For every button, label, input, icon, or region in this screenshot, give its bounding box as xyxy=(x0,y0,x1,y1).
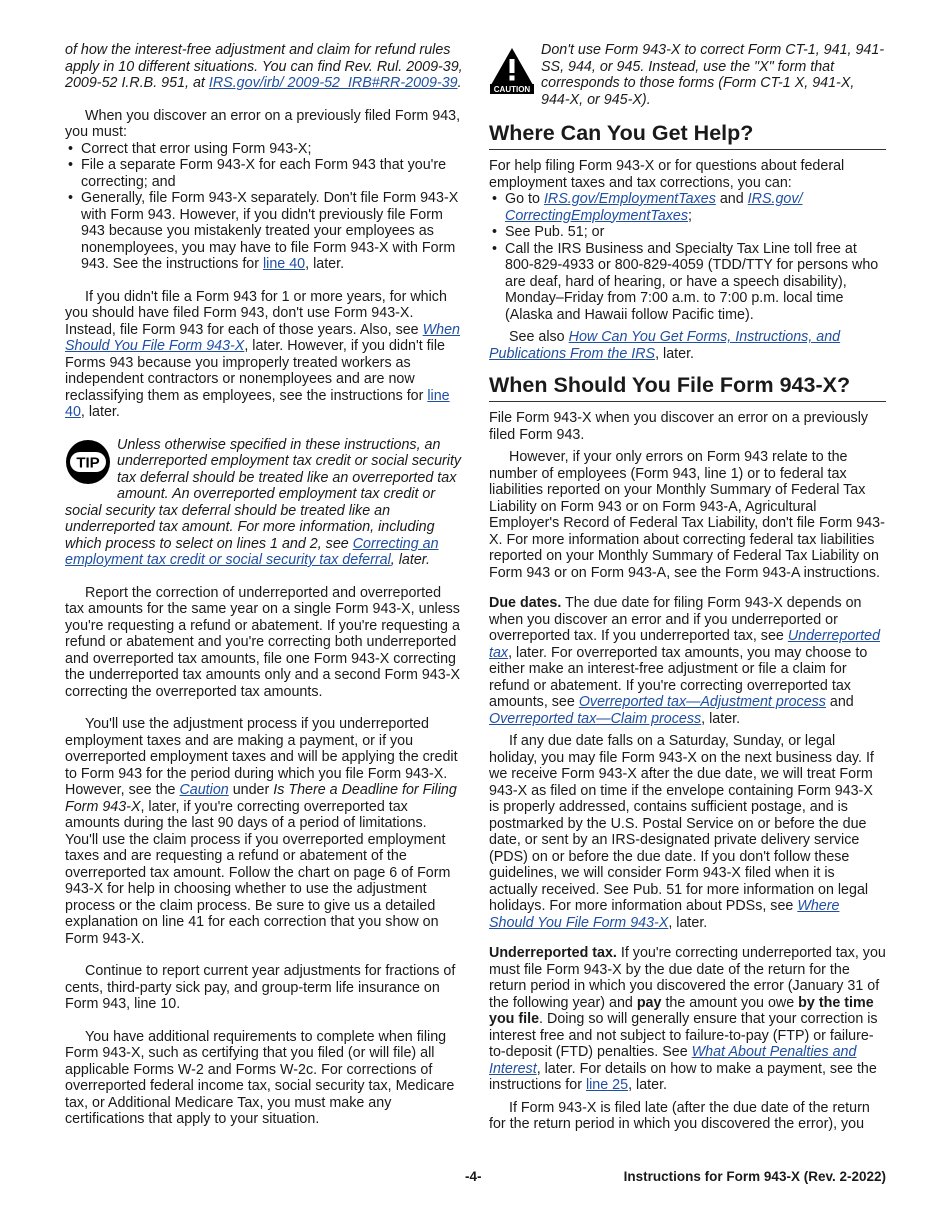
where-should-you-file-link[interactable]: Where Should You File Form 943-X xyxy=(489,898,840,931)
page-footer xyxy=(65,1169,886,1187)
help-intro: For help filing Form 943-X or for questions about federal employment taxes and tax corrections, you can: xyxy=(489,158,845,191)
see-also-paragraph: See also How Can You Get Forms, Instructions, and Publications From the IRS, later. xyxy=(489,329,841,362)
tip-badge-label: TIP xyxy=(76,454,100,471)
when-should-you-file-link[interactable]: When Should You File Form 943-X xyxy=(65,321,460,354)
caution-link[interactable]: Caution xyxy=(179,782,229,798)
page-number: -4- xyxy=(465,1169,482,1184)
bullet-item: • Call the IRS Business and Specialty Tax Line toll free at 800-829-4933 or 800-829-4059 (TDD/TTY for persons who are deaf, hard of hearing, or have a speech disability), Monday–Friday from 7:00 a.m. to 7:00 p.m. local time (Alaska and Hawaii follow Pacific time). xyxy=(489,241,886,324)
bullet-item: • Go to IRS.gov/EmploymentTaxes and IRS.gov/ CorrectingEmploymentTaxes; xyxy=(489,191,886,224)
holiday-paragraph: If any due date falls on a Saturday, Sunday, or legal holiday, you may file Form 943-X on the next business day. If we receive Form 943-X after the due date, we will treat Form 943-X as filed on time if the envelope containing Form 943-X is properly addressed, contains sufficient postage, and is postmarked by the U.S. Postal Service on or before the due date, or sent by an IRS-designated private delivery service (PDS) on or before the due date. If you don't follow these guidelines, we will consider Form 943-X filed when it is actually received. See Pub. 51 for more information on legal holidays. For more information about PDSs, see Where Should You File Form 943-X, later. xyxy=(489,733,874,931)
additional-requirements-paragraph: You have additional requirements to complete when filing Form 943-X, such as certifying that you filed (or will file) all applicable Forms W-2 and Forms W-2c. For corrections of overreported federal income tax, social security tax, Medicare tax, or Additional Medicare Tax, you must make any certifications that apply to your situation. xyxy=(65,1028,455,1127)
when-file-heading: When Should You File Form 943-X? xyxy=(489,372,886,402)
discover-error-intro: When you discover an error on a previously filed Form 943, you must: xyxy=(65,107,461,140)
right-column xyxy=(489,42,886,1133)
intro-paragraph: of how the interest-free adjustment and claim for refund rules apply in 10 different situations. You can find Rev. Rul. 2009-39, 2009-52 I.R.B. 951, at IRS.gov/irb/ 2009-52_IRB#RR-2009-39. xyxy=(65,42,463,91)
footer-title: Instructions for Form 943-X (Rev. 2-2022) xyxy=(623,1169,886,1184)
bullet-item: • Generally, file Form 943-X separately. Don't file Form 943-X with Form 943. However, if you didn't previously file Form 943 because you mistakenly treated your employees as nonemployees, you may have to file Form 943-X with Form 943. See the instructions for line 40, later. xyxy=(65,190,463,273)
due-dates-paragraph: Due dates. The due date for filing Form 943-X depends on when you discover an error and if you underreported or overreported tax. If you underreported tax, see Underreported tax, later. For overreported tax amounts, you may choose to either make an interest-free adjustment or file a claim for refund or abatement. If you're correcting overreported tax amounts, see Overreported tax—Adjustment process and Overreported tax—Claim process, later. xyxy=(489,595,881,727)
employment-taxes-link[interactable]: IRS.gov/EmploymentTaxes xyxy=(543,191,716,207)
underreported-tax-link[interactable]: Underreported tax xyxy=(489,628,881,661)
bullet-item: • Correct that error using Form 943-X; xyxy=(65,141,463,158)
caution-badge-label: CAUTION xyxy=(493,85,531,94)
overreported-claim-link[interactable]: Overreported tax—Claim process xyxy=(489,710,702,727)
left-column xyxy=(65,42,463,1128)
line-40-link[interactable]: line 40 xyxy=(263,256,306,272)
current-year-paragraph: Continue to report current year adjustments for fractions of cents, third-party sick pay, and group-term life insurance on Form 943, line 10. xyxy=(65,963,456,1012)
bullet-item: • File a separate Form 943-X for each Form 943 that you're correcting; and xyxy=(65,157,463,190)
caution-note xyxy=(489,42,886,108)
correcting-employment-taxes-link[interactable]: IRS.gov/ CorrectingEmploymentTaxes xyxy=(505,191,803,224)
caution-icon xyxy=(489,46,535,94)
report-correction-paragraph: Report the correction of underreported and overreported tax amounts for the same year on a single Form 943-X, unless you're requesting a refund or abatement. If you're requesting a refund or abatement and you're correcting both underreported and overreported tax amounts, file one Form 943-X correcting the underreported tax amounts only and a second Form 943-X correcting the overreported tax amounts. xyxy=(65,584,460,700)
monthly-summary-paragraph: However, if your only errors on Form 943 relate to the number of employees (Form 943, line 1) or to federal tax liabilities reported on your Monthly Summary of Federal Tax Liability on Form 943 or on Form 943-A, Agricultural Employer's Record of Federal Tax Liability, don't file Form 943-X. For more information about correcting federal tax liabilities reported on your Monthly Summary of Federal Tax Liability on Form 943 or on Form 943-A, see the Form 943-A instructions. xyxy=(489,449,885,581)
penalties-interest-link[interactable]: What About Penalties and Interest xyxy=(489,1044,857,1077)
when-file-paragraph: File Form 943-X when you discover an error on a previously filed Form 943. xyxy=(489,410,869,443)
bullet-item: • See Pub. 51; or xyxy=(489,224,886,241)
rev-rul-link[interactable]: IRS.gov/irb/ 2009-52_IRB#RR-2009-39 xyxy=(208,75,458,91)
where-get-help-heading: Where Can You Get Help? xyxy=(489,120,886,150)
line-25-link[interactable]: line 25 xyxy=(585,1077,629,1093)
correcting-credit-link[interactable]: Correcting an employment tax credit or social security tax deferral xyxy=(65,535,439,568)
didnt-file-paragraph: If you didn't file a Form 943 for 1 or more years, for which you should have filed Form 943, don't use Form 943-X. Instead, file Form 943 for each of those years. Also, see When Should You File Form 943-X, later. However, if you didn't file Forms 943 because you improperly treated workers as independent contractors or nonemployees and are now reclassifying them as employees, see the instructions for line 40, later. xyxy=(65,288,460,420)
tip-note xyxy=(65,437,463,569)
adjustment-process-paragraph: You'll use the adjustment process if you underreported employment taxes and are making a payment, or if you overreported employment taxes and will be applying the credit to Form 943 for the period during which you file Form 943-X. However, see the Caution under Is There a Deadline for Filing Form 943-X, later, if you're correcting overreported tax amounts during the last 90 days of a period of limitations. You'll use the claim process if you overreported employment taxes and are requesting a refund or abatement of the overreported tax amount. Follow the chart on page 6 of Form 943-X for help in choosing whether to use the adjustment process or the claim process. Be sure to give us a detailed explanation on line 41 for each correction that you show on Form 943-X. xyxy=(65,716,458,947)
underreported-tax-paragraph: Underreported tax. If you're correcting underreported tax, you must file Form 943-X by the due date of the return for the return period in which you discovered the error (January 31 of the following year) and pay the amount you owe by the time you file. Doing so will generally ensure that your correction is interest free and not subject to failure-to-pay (FTP) or failure-to-deposit (FTD) penalties. See What About Penalties and Interest, later. For details on how to make a payment, see the instructions for line 25, later. xyxy=(489,945,886,1093)
caution-text: Don't use Form 943-X to correct Form CT-1, 941, 941-SS, 944, or 945. Instead, use the "X" form that corresponds to those forms (Form CT-1 X, 941-X, 944-X, or 945-X). xyxy=(541,42,885,108)
line-40-link[interactable]: line 40 xyxy=(65,387,450,420)
tip-text: Unless otherwise specified in these instructions, an underreported employment tax credit or social security tax deferral should be treated like an overreported tax amount. An overreported employment tax credit or social security tax deferral should be treated like an underreported tax amount. For more information, including which process to select on lines 1 and 2, see Correcting an employment tax credit or social security tax deferral, later. xyxy=(65,436,462,568)
filed-late-paragraph: If Form 943-X is filed late (after the due date of the return for the return period in which you discovered the error), you xyxy=(489,1099,870,1132)
tip-icon xyxy=(65,439,111,485)
overreported-adjustment-link[interactable]: Overreported tax—Adjustment process xyxy=(578,694,826,710)
get-forms-link[interactable]: How Can You Get Forms, Instructions, and Publications From the IRS xyxy=(489,329,841,362)
